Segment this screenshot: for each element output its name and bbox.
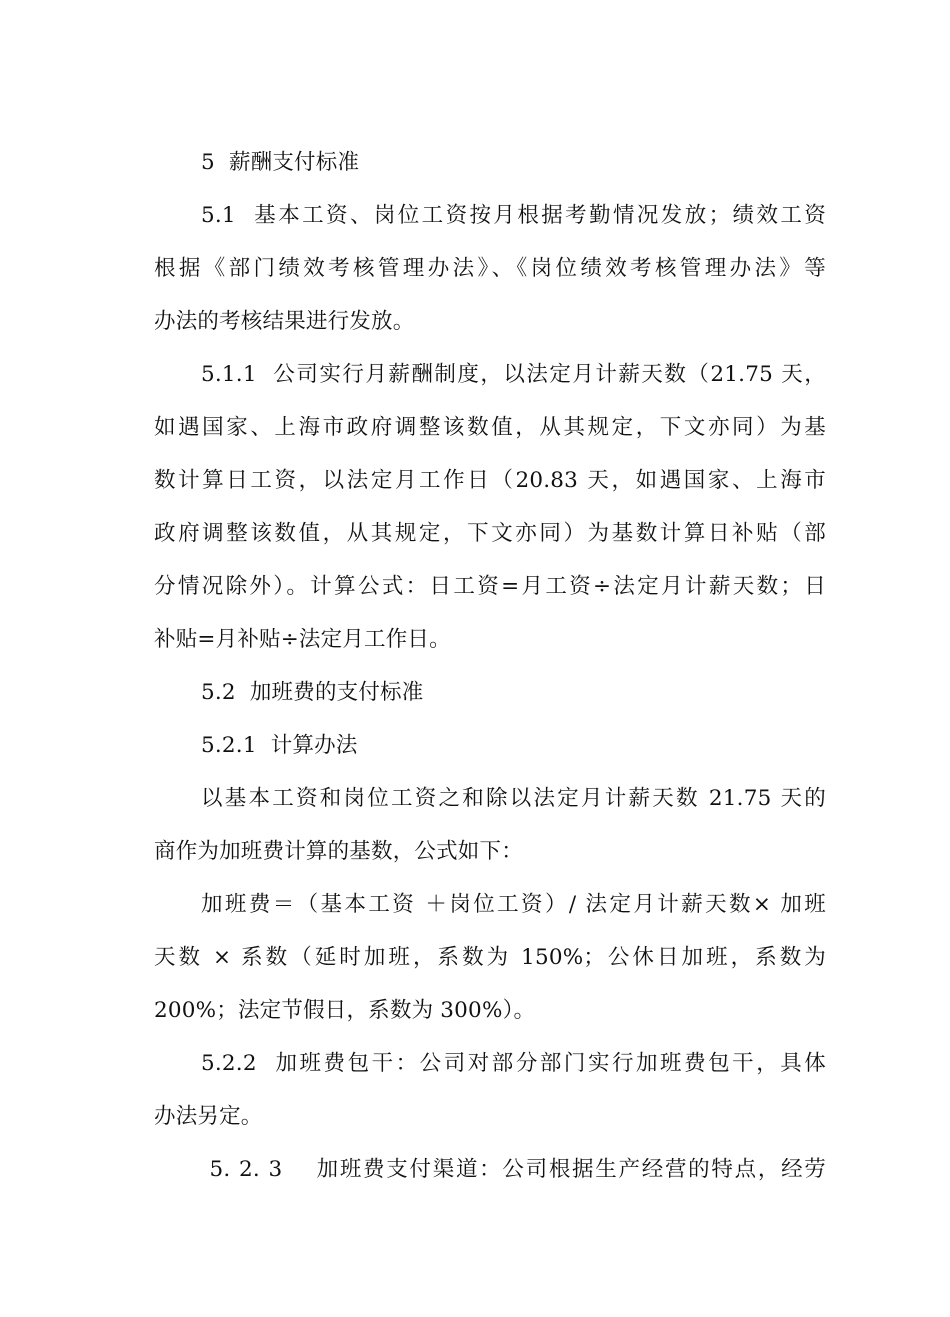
paragraph-5-1-1-line-5: 分情况除外）。计算公式：日工资=月工资÷法定月计薪天数；日	[154, 574, 826, 599]
formula-line-1: 加班费＝（基本工资 ＋岗位工资）/ 法定月计薪天数× 加班	[201, 892, 826, 917]
paragraph-5-1-1-line-1: 5.1.1 公司实行月薪酬制度，以法定月计薪天数（21.75 天，	[201, 362, 826, 387]
paragraph-5-1-1-line-3: 数计算日工资，以法定月工作日（20.83 天，如遇国家、上海市	[154, 468, 826, 493]
paragraph-5-1-1-line-2: 如遇国家、上海市政府调整该数值，从其规定，下文亦同）为基	[154, 415, 826, 440]
paragraph-5-2-2-line-1: 5.2.2 加班费包干：公司对部分部门实行加班费包干，具体	[201, 1051, 826, 1076]
paragraph-5-1-line-1: 5.1 基本工资、岗位工资按月根据考勤情况发放；绩效工资	[201, 203, 826, 228]
section-heading-5: 5 薪酬支付标准	[201, 150, 360, 175]
section-heading-5-2-1: 5.2.1 计算办法	[201, 733, 358, 758]
paragraph-5-1-line-2: 根据《部门绩效考核管理办法》、《岗位绩效考核管理办法》等	[154, 256, 826, 281]
paragraph-5-1-1-line-4: 政府调整该数值，从其规定，下文亦同）为基数计算日补贴（部	[154, 521, 826, 546]
section-heading-5-2: 5.2 加班费的支付标准	[201, 680, 424, 705]
paragraph-5-1-1-line-6: 补贴=月补贴÷法定月工作日。	[154, 627, 451, 652]
formula-line-3: 200%；法定节假日，系数为 300%）。	[154, 998, 536, 1023]
paragraph-5-2-2-line-2: 办法另定。	[154, 1104, 263, 1129]
paragraph-calc-line-2: 商作为加班费计算的基数，公式如下：	[154, 839, 523, 864]
formula-line-2: 天数 × 系数（延时加班，系数为 150%；公休日加班，系数为	[154, 945, 826, 970]
paragraph-calc-line-1: 以基本工资和岗位工资之和除以法定月计薪天数 21.75 天的	[201, 786, 826, 811]
paragraph-5-1-line-3: 办法的考核结果进行发放。	[154, 309, 415, 334]
paragraph-5-2-3-line-1: 5. 2. 3 加班费支付渠道：公司根据生产经营的特点，经劳	[201, 1157, 826, 1182]
